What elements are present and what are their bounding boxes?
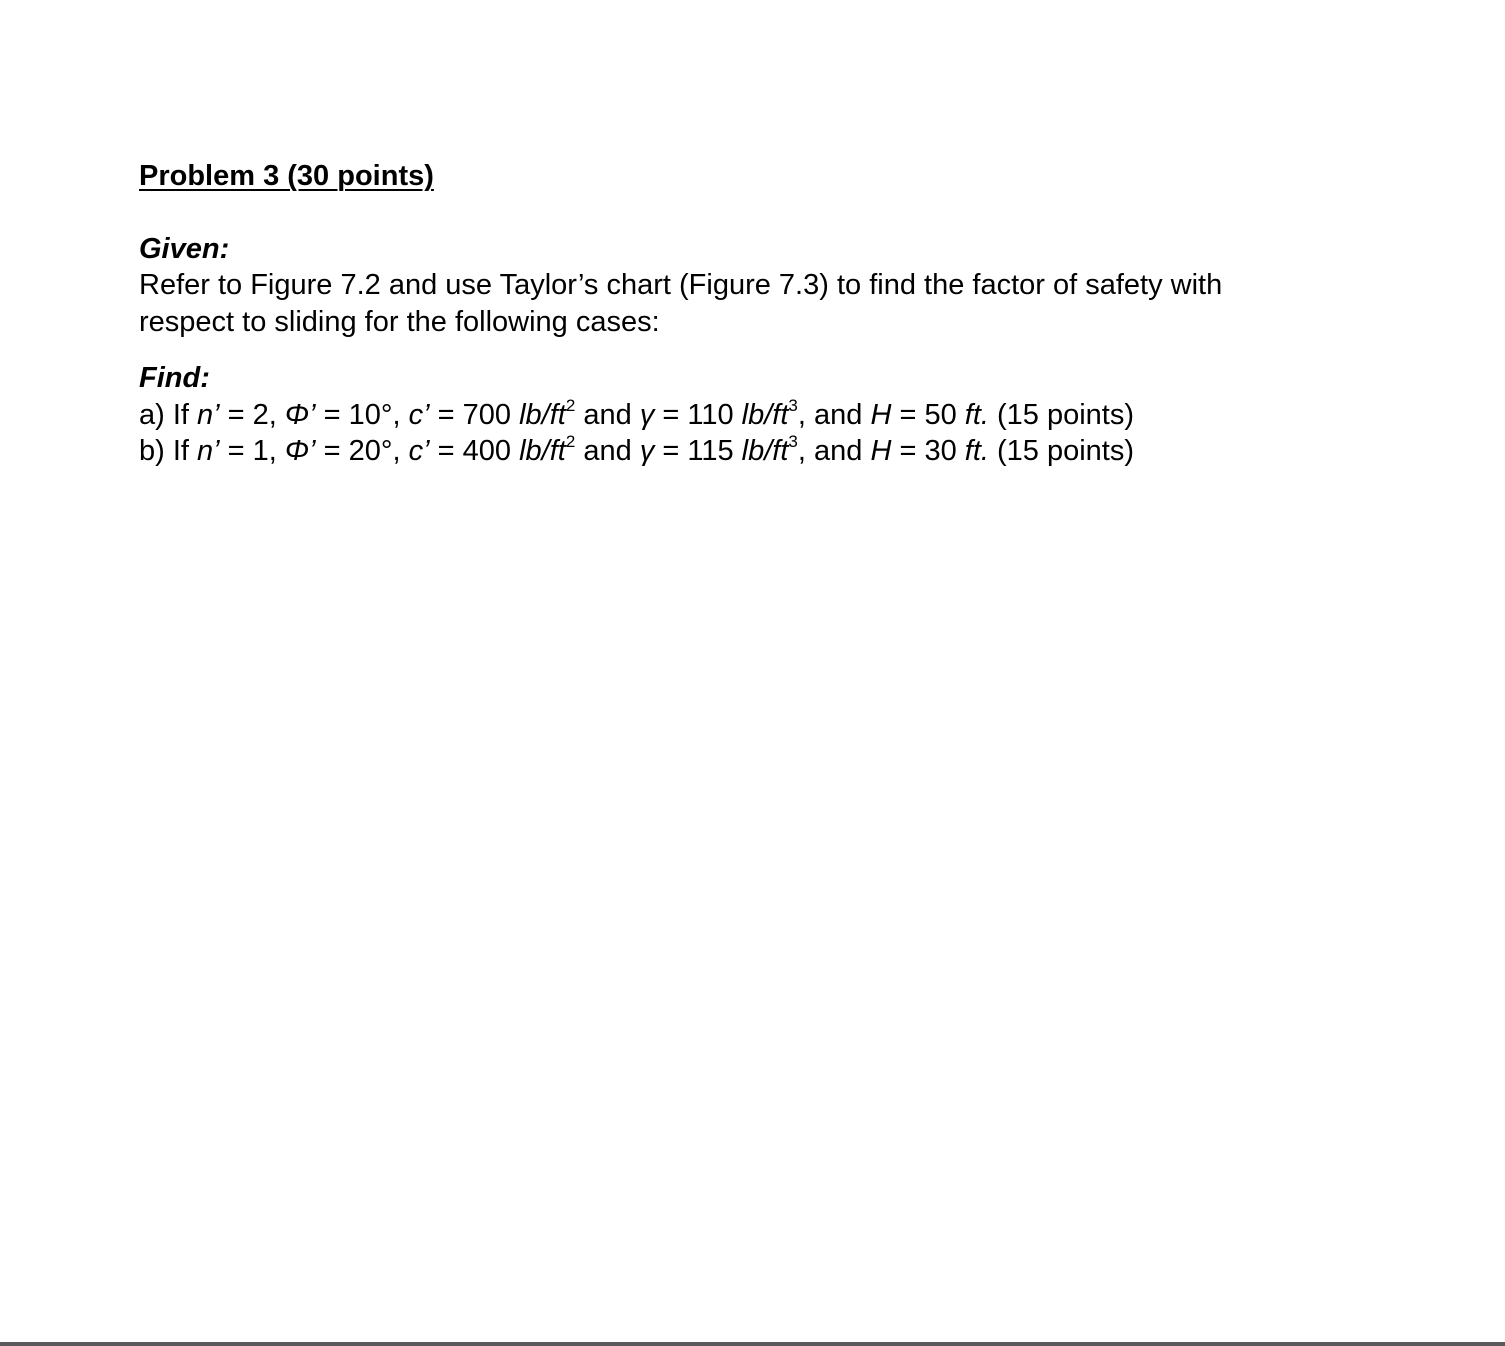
symbol-c: c’ [408,435,430,467]
symbol-phi: Φ’ [284,398,316,431]
unit-c: lb/ft [519,398,566,431]
given-label: Given: [139,232,230,265]
symbol-n: n’ [197,398,220,431]
case-a-line [139,397,1369,434]
case-points: (15 points) [988,398,1135,431]
case-prefix: b) If [139,435,198,467]
unit-h: ft. [964,435,989,467]
window-bottom-border [0,1342,1505,1346]
value-gamma: = 110 [654,398,742,431]
value-c: = 400 [429,435,520,467]
value-h: = 30 [891,435,965,467]
unit-gamma-exponent: 3 [788,395,798,415]
given-text-line-1: Refer to Figure 7.2 and use Taylor’s chart (Figure 7.3) to find the factor of safety with [139,269,1223,301]
value-c: = 700 [429,398,520,431]
connector-and: and [575,435,640,467]
unit-gamma: lb/ft [741,398,789,431]
given-text-line-2: respect to sliding for the following cases: [139,305,660,338]
value-gamma: = 115 [654,435,742,467]
symbol-phi: Φ’ [284,435,316,467]
case-points: (15 points) [988,435,1135,467]
symbol-n: n’ [197,435,220,467]
unit-h: ft. [964,398,989,431]
symbol-gamma: γ [639,435,655,467]
symbol-h: H [870,398,892,431]
connector-and: and [575,398,640,431]
spacer [139,195,1369,231]
case-prefix: a) If [139,398,198,431]
spacer [139,340,1369,360]
case-b-line [139,433,1369,470]
unit-c: lb/ft [519,435,566,467]
problem-content [139,158,1369,470]
value-phi: = 20°, [315,435,409,467]
symbol-gamma: γ [639,398,655,431]
unit-gamma: lb/ft [741,435,789,467]
symbol-h: H [870,435,892,467]
unit-c-exponent: 2 [565,395,576,415]
unit-gamma-exponent: 3 [788,432,798,452]
symbol-c: c’ [408,398,430,431]
value-h: = 50 [891,398,965,431]
connector-and: , and [797,435,871,467]
value-phi: = 10°, [315,398,409,431]
unit-c-exponent: 2 [565,432,576,452]
value-n: = 2, [219,398,285,431]
connector-and: , and [797,398,871,431]
value-n: = 1, [219,435,285,467]
problem-title: Problem 3 (30 points) [139,160,434,192]
find-label: Find: [139,362,210,394]
